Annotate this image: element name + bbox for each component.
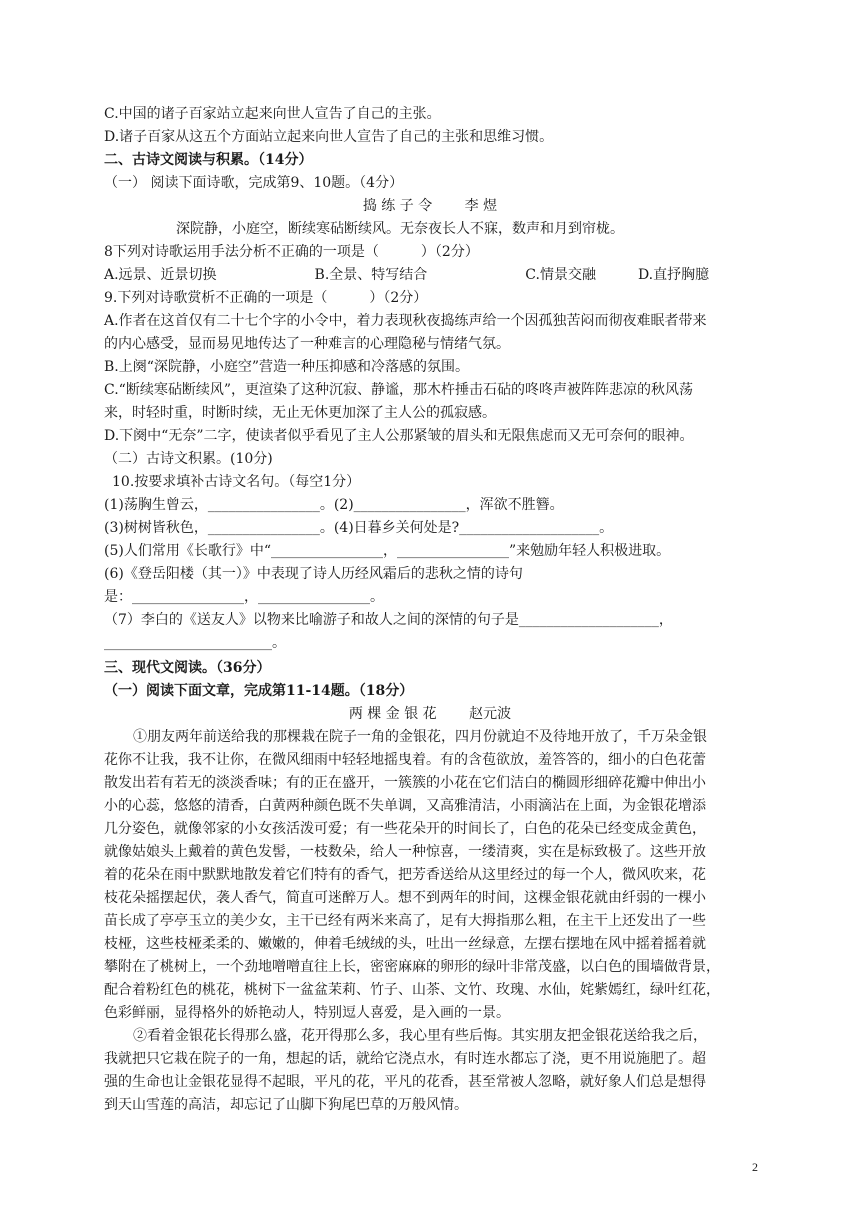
q9-option-d: D.下阕中“无奈”二字，使读者似乎看见了主人公那紧皱的眉头和无限焦虑而又无可奈何的眼神。 (104, 428, 694, 444)
question-8: 8下列对诗歌运用手法分析不正确的一项是（ ）（2分） (104, 244, 479, 260)
fill-line-4: (6)《登岳阳楼（其一）》中表现了诗人历经风霜后的悲秋之情的诗句 (104, 566, 523, 582)
article-title: 两 棵 金 银 花 赵元波 (348, 706, 512, 722)
subsection-heading-2: （二）古诗文积累。(10分) (104, 451, 273, 467)
para-1-line-2: 花你不让我，我不让你，在微风细雨中轻轻地摇曳着。有的含苞欲放，羞答答的，细小的白色花蕾 (104, 752, 706, 768)
question-8-options: A.远景、近景切换 B.全景、特写结合 C.情景交融 D.直抒胸臆 (104, 267, 710, 283)
para-1-line-5: 几分姿色，就像邻家的小女孩活泼可爱；有一些花朵开的时间长了，白色的花朵已经变成金黄色， (104, 821, 706, 837)
para-2-line-2: 我就把只它栽在院子的一角，想起的话，就给它浇点水，有时连水都忘了浇，更不用说施肥了。超 (104, 1051, 706, 1067)
question-10: 10.按要求填补古诗文名句。（每空1分） (112, 474, 361, 490)
para-2-line-4: 到天山雪莲的高洁，却忘记了山脚下狗尾巴草的万般风情。 (104, 1097, 468, 1113)
q9-option-a-2: 的内心感受，显而易见地传达了一种难言的心理隐秘与情绪气氛。 (104, 336, 510, 352)
para-2-line-3: 强的生命也让金银花显得不起眼，平凡的花，平凡的花香，甚至常被人忽略，就好象人们总是想得 (104, 1074, 706, 1090)
para-1-line-7: 着的花朵在雨中默默地散发着它们特有的香气，把芳香送给从这里经过的每一个人，微风吹来，花 (104, 867, 706, 883)
fill-line-1: (1)荡胸生曾云，________________。(2)________________，浑欲不胜簪。 (104, 497, 564, 513)
page-number: 2 (752, 1160, 758, 1174)
para-1-line-3: 散发出若有若无的淡淡香味；有的正在盛开，一簇簇的小花在它们洁白的椭圆形细碎花瓣中伸出小 (104, 775, 706, 791)
option-d-line: D.诸子百家从这五个方面站立起来向世人宣告了自己的主张和思维习惯。 (104, 129, 554, 145)
para-1-line-10: 枝桠，这些枝桠柔柔的、嫩嫩的，伸着毛绒绒的头，吐出一丝绿意，左摆右摆地在风中摇着摇着就 (104, 936, 706, 952)
para-1-line-4: 小的心蕊，悠悠的清香，白黄两种颜色既不失单调，又高雅清洁，小雨滴沾在上面，为金银花增添 (104, 798, 706, 814)
para-1-line-6: 就像姑娘头上戴着的黄色发髻，一枝数朵，给人一种惊喜，一缕清爽，实在是标致极了。这些开放 (104, 844, 706, 860)
q9-option-b: B.上阕“深院静，小庭空”营造一种压抑感和冷落感的氛围。 (104, 359, 470, 375)
para-1-line-8: 枝花朵摇摆起伏，袭人香气，简直可迷醉万人。想不到两年的时间，这棵金银花就由纤弱的一棵小 (104, 890, 706, 906)
para-1-line-1: ①朋友两年前送给我的那棵栽在院子一角的金银花，四月份就迫不及待地开放了，千万朵金银 (133, 729, 707, 745)
q9-option-a-1: A.作者在这首仅有二十七个字的小令中，着力表现秋夜捣练声给一个因孤独苦闷而彻夜难眠者带来 (104, 313, 707, 329)
subsection-heading-3: （一）阅读下面文章，完成第11-14题。（18分） (104, 683, 414, 699)
para-1-line-13: 色彩鲜丽，显得格外的娇艳动人，特别逗人喜爱，是入画的一景。 (104, 1005, 510, 1021)
question-9: 9.下列对诗歌赏析不正确的一项是（ ）（2分） (104, 290, 428, 306)
subsection-heading: （一） 阅读下面诗歌，完成第9、10题。（4分） (104, 175, 404, 191)
fill-line-6: （7）李白的《送友人》以物来比喻游子和故人之间的深情的句子是____________________， (104, 612, 673, 628)
poem-text: 深院静，小庭空，断续寒砧断续风。无奈夜长人不寐，数声和月到帘栊。 (176, 221, 624, 237)
option-c-line: C.中国的诸子百家站立起来向世人宣告了自己的主张。 (104, 106, 441, 122)
fill-line-7: ________________________。 (104, 635, 286, 651)
fill-line-2: (3)树树皆秋色，________________。(4)日暮乡关何处是?____________________。 (104, 520, 614, 536)
poem-title: 捣 练 子 令 李 煜 (362, 198, 498, 214)
q9-option-c-1: C.“断续寒砧断续风”，更渲染了这种沉寂、静谧，那木杵捶击石砧的咚咚声被阵阵悲凉的秋风荡 (104, 382, 693, 398)
para-1-line-12: 配合着粉红色的桃花，桃树下一盆盆茉莉、竹子、山茶、文竹、玫瑰、水仙，姹紫嫣红，绿叶红花， (104, 982, 720, 998)
para-2-line-1: ②看着金银花长得那么盛，花开得那么多，我心里有些后悔。其实朋友把金银花送给我之后， (133, 1028, 707, 1044)
section-heading-2: 二、古诗文阅读与积累。（14分） (104, 152, 313, 168)
fill-line-5: 是：________________，________________。 (104, 589, 384, 605)
fill-line-3: (5)人们常用《长歌行》中“________________，________________”来勉励年轻人积极进取。 (104, 543, 671, 559)
para-1-line-9: 苗长成了亭亭玉立的美少女，主干已经有两米来高了，足有大拇指那么粗，在主干上还发出了一些 (104, 913, 706, 929)
section-heading-3: 三、现代文阅读。（36分） (104, 660, 271, 676)
q9-option-c-2: 来，时轻时重，时断时续，无止无休更加深了主人公的孤寂感。 (104, 405, 496, 421)
para-1-line-11: 攀附在了桃树上，一个劲地噌噌直往上长，密密麻麻的卵形的绿叶非常茂盛，以白色的围墙做背景， (104, 959, 720, 975)
